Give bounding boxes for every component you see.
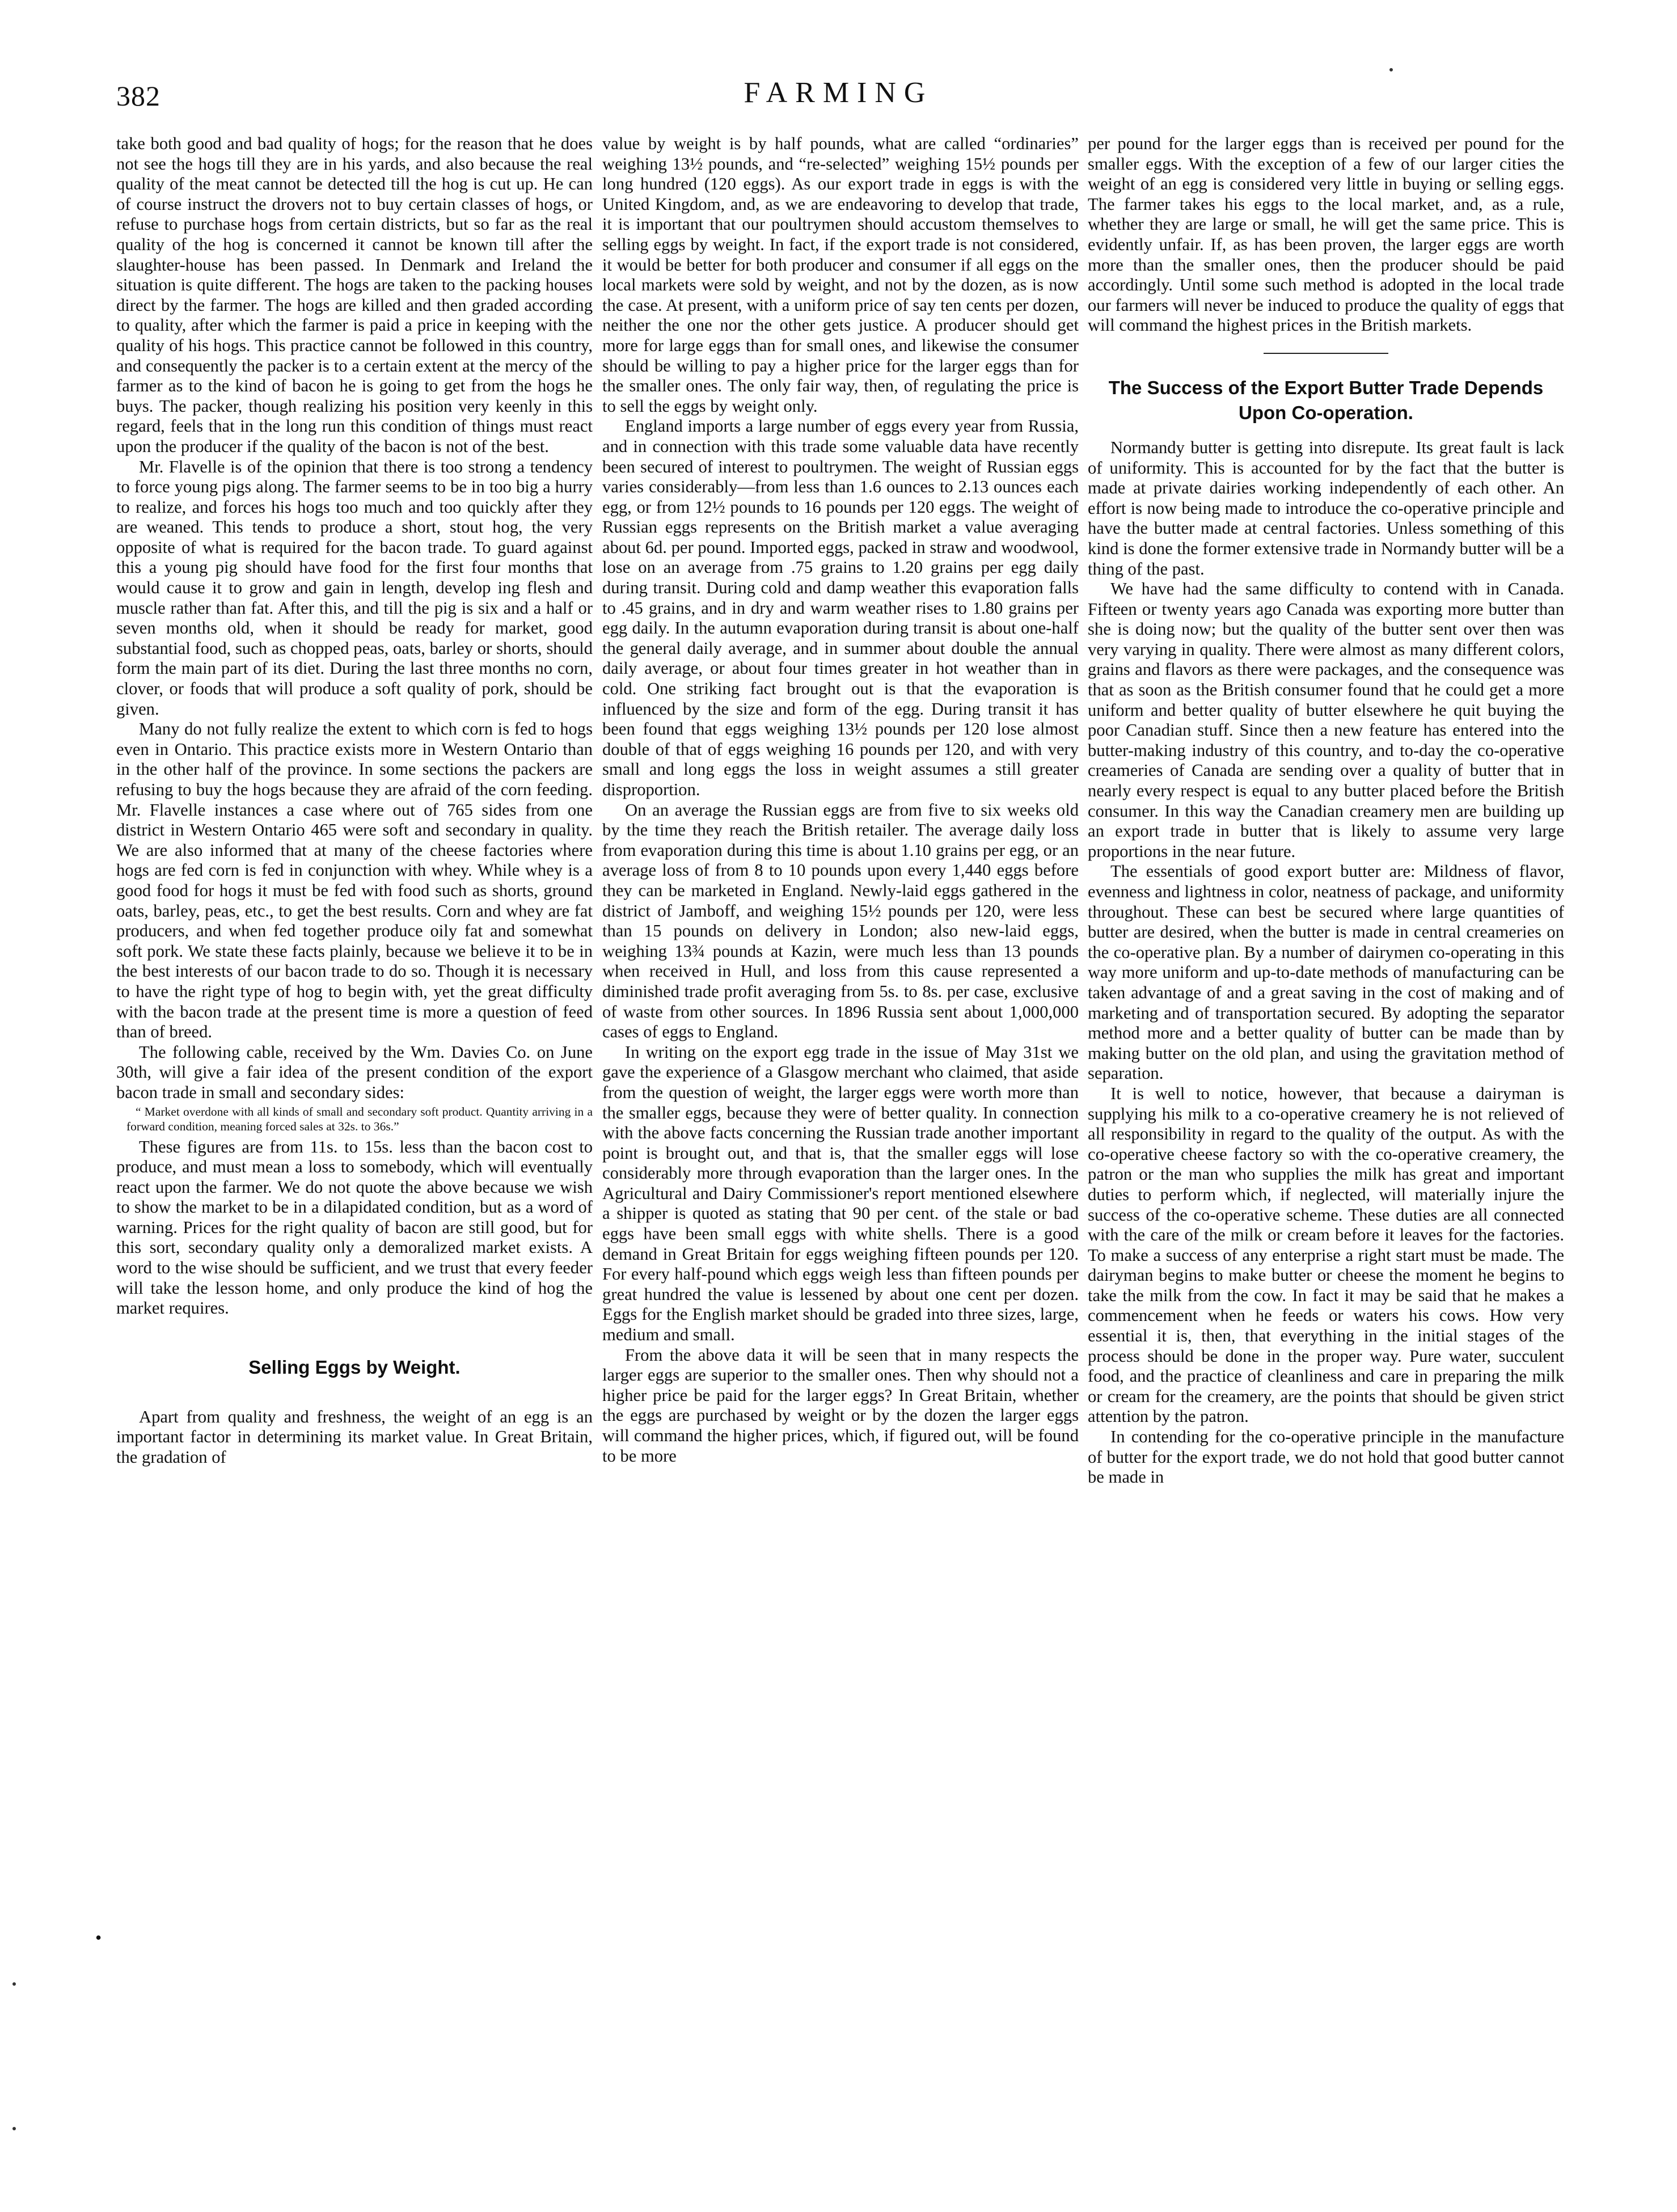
paragraph: In writing on the export egg trade in the issue of May 31st we gave the experience of a Glasgow merchant who claimed, that aside from the question of weight, the larger eggs were worth more than the smaller eggs, because they were of better quality. In connection with the above facts concerning the Russian trade another important point is brought out, and that is, that the smaller eggs will lose considerably more through evaporation than the larger ones. In the Agricultural and Dairy Commissioner's report mentioned elsewhere a shipper is quoted as stating that 90 per cent. of the stale or bad eggs have been small eggs with white shells. There is a good demand in Great Britain for eggs weighing fifteen pounds per 120. For every half-pound which eggs weigh less than fifteen pounds per great hundred the value is lessened by about one cent per dozen. Eggs for the English market should be graded into three sizes, large, medium and small. [602,1042,1079,1345]
paragraph: In contending for the co-operative principle in the manufacture of butter for the export trade, we do not hold that good butter cannot be made in [1088,1427,1564,1487]
column-1 [116,134,593,1468]
section-divider [1264,353,1388,354]
paragraph: We have had the same difficulty to contend with in Canada. Fifteen or twenty years ago Canada was exporting more butter than she is doing now; but the quality of the butter sent over then was very varying in quality. There were almost as many different colors, grains and flavors as there were packages, and the consequence was that as soon as the British consumer found that he could get a more uniform and better quality of butter elsewhere he quit buying the poor Canadian stuff. Since then a new feature has entered into the butter-making industry of this country, and to-day the co-operative creameries of Canada are sending over a quality of butter that in nearly every respect is equal to any butter placed before the British consumer. In this way the Canadian creamery men are building up an export trade in butter that is likely to assume very large proportions in the near future. [1088,579,1564,861]
margin-bullet-mark: • [95,1927,102,1948]
print-speck [1389,68,1393,71]
paragraph: On an average the Russian eggs are from five to six weeks old by the time they reach the British retailer. The average daily loss from evaporation during this time is about 1.10 grains per egg, or an average loss of from 8 to 10 pounds upon every 1,440 eggs before they can be marketed in England. Newly-laid eggs gathered in the district of Jamboff, and weighing 15½ pounds per 120, were less than 15 pounds on delivery in London; also new-laid eggs, weighing 13¾ pounds at Kazin, were much less than 13 pounds when received in Hull, and loss from this cause represented a diminished trade profit averaging from 5s. to 8s. per case, exclusive of waste from other sources. In 1896 Russia sent about 1,000,000 cases of eggs to England. [602,800,1079,1042]
print-speck [12,2127,16,2130]
paragraph: These figures are from 11s. to 15s. less than the bacon cost to produce, and must mean a loss to somebody, which will eventually react upon the farmer. We do not quote the above because we wish to show the market to be in a dilapidated condition, but as a word of warning. Prices for the right quality of bacon are still good, but for this sort, secondary quality only a demoralized market exists. A word to the wise should be sufficient, and we trust that every feeder will take the lesson home, and only produce the kind of hog the market requires. [116,1137,593,1318]
paragraph: take both good and bad quality of hogs; for the reason that he does not see the hogs till they are in his yards, and also because the real quality of the meat cannot be detected till the hog is cut up. He can of course instruct the drovers not to buy certain classes of hogs, or refuse to purchase hogs from certain districts, but so far as the real quality of the hog is concerned it cannot be known till after the slaughter-house has been passed. In Denmark and Ireland the situation is quite different. The hogs are taken to the packing houses direct by the farmer. The hogs are killed and then graded according to quality, after which the farmer is paid a price in keeping with the quality of his hogs. This practice cannot be followed in this country, and consequently the packer is to a certain extent at the mercy of the farmer as to the kind of bacon he is going to get from the hogs he buys. The packer, though realizing his position very keenly in this regard, feels that in the long run this condition of things must react upon the producer if the quality of the bacon is not of the best. [116,134,593,456]
section-heading: Selling Eggs by Weight. [248,1356,461,1378]
paragraph: value by weight is by half pounds, what are called “ordinaries” weighing 13½ pounds, and “re-selected” weighing 15½ pounds per long hundred (120 eggs). As our export trade in eggs is with the United Kingdom, and, as we are endeavoring to develop that trade, it is important that our poultrymen should accustom themselves to selling eggs by weight. In fact, if the export trade is not considered, it would be better for both producer and consumer if all eggs on the local markets were sold by weight, and not by the dozen, as is now the case. At present, with a uniform price of say ten cents per dozen, neither the one nor the other gets justice. A producer should get more for large eggs than for small ones, and likewise the consumer should be willing to pay a higher price for the larger eggs than for the smaller ones. The only fair way, then, of regulating the price is to sell the eggs by weight only. [602,134,1079,416]
paragraph: Mr. Flavelle is of the opinion that there is too strong a tendency to force young pigs along. The farmer seems to be in too big a hurry to realize, and forces his hogs too much and too quickly after they are weaned. This tends to produce a short, stout hog, the very opposite of what is required for the bacon trade. To guard against this a young pig should have food for the first four months that would cause it to grow and gain in length, develop ing flesh and muscle rather than fat. After this, and till the pig is six and a half or seven months old, when it should be ready for market, good substantial food, such as chopped peas, oats, barley or shorts, should form the main part of its diet. During the last three months no corn, clover, or foods that will produce a soft quality of pork, should be given. [116,457,593,719]
paragraph: It is well to notice, however, that because a dairyman is supplying his milk to a co-operative creamery he is not relieved of all responsibility in regard to the quality of the output. As with the co-operative cheese factory so with the co-operative creamery, the patron or the man who supplies the milk has great and important duties to perform which, if neglected, will materially injure the success of the co-operative scheme. These duties are all connected with the care of the milk or cream before it leaves for the factories. To make a success of any enterprise a right start must be made. The dairyman begins to make butter or cheese the moment he begins to take the milk from the cow. In fact it may be said that he makes a commencement when he feeds or waters his cows. How very essential it is, then, that everything in the initial stages of the process should be done in the proper way. Pure water, succulent food, and the practice of cleanliness and care in preparing the milk or cream for the creamery, are the points that should be given strict attention by the patron. [1088,1083,1564,1426]
page-header [0,68,1677,130]
running-title: FARMING [744,77,933,109]
column-2 [602,134,1079,1466]
paragraph: per pound for the larger eggs than is received per pound for the smaller eggs. With the exception of a few of our larger cities the weight of an egg is considered very little in buying or selling eggs. The farmer takes his eggs to the local market, and, as a rule, whether they are large or small, he will get the same price. This is evidently unfair. If, as has been proven, the larger eggs are worth more than the smaller ones, then the producer should be paid accordingly. Until some such method is adopted in the local trade our farmers will never be induced to produce the quality of eggs that will command the highest prices in the British markets. [1088,134,1564,335]
paragraph: Many do not fully realize the extent to which corn is fed to hogs even in Ontario. This practice exists more in Western Ontario than in the other half of the province. In some sections the packers are refusing to buy the hogs because they are afraid of the corn feeding. Mr. Flavelle instances a case where out of 765 sides from one district in Western Ontario 465 were soft and secondary in quality. We are also informed that at many of the cheese factories where hogs are fed corn is fed in conjunction with whey. While whey is a good food for hogs it must be fed with food such as shorts, ground oats, barley, peas, etc., to get the best results. Corn and whey are fat producers, and when fed together produce oily fat and somewhat soft pork. We state these facts plainly, because we believe it to be in the best interests of our bacon trade to do so. Though it is necessary to have the right type of hog to begin with, yet the great difficulty with the bacon trade at the present time is more a question of feed than of breed. [116,719,593,1042]
column-3 [1088,134,1564,1488]
print-speck [12,1982,16,1986]
page-number: 382 [116,80,160,112]
paragraph: The following cable, received by the Wm. Davies Co. on June 30th, will give a fair idea of the present condition of the export bacon trade in small and secondary sides: [116,1042,593,1102]
paragraph: The essentials of good export butter are: Mildness of flavor, evenness and lightness in color, neatness of package, and uniformity throughout. These can best be secured where large quantities of butter are desired, when the butter is made in central creameries on the co-operative plan. By a number of dairymen co-operating in this way more uniform and up-to-date methods of manufacturing can be taken advantage of and a great saving in the cost of making and of marketing and of transportation secured. By adopting the separator method more and a better quality of butter can be made than by making butter on the old plan, and using the gravitation method of separation. [1088,862,1564,1083]
block-quote: “ Market overdone with all kinds of small and secondary soft product. Quantity arriving in a forward condition, meaning forced sales at 32s. to 36s.” [126,1104,593,1133]
paragraph: England imports a large number of eggs every year from Russia, and in connection with this trade some valuable data have recently been secured of interest to poultrymen. The weight of Russian eggs varies considerably—from less than 1.6 ounces to 2.13 ounces each egg, or from 12½ pounds to 16 pounds per 120 eggs. The weight of Russian eggs represents on the British market a value averaging about 6d. per pound. Imported eggs, packed in straw and woodwool, lose on an average from .75 grains to 1.20 grains per egg daily during transit. During cold and damp weather this evaporation falls to .45 grains, and in dry and warm weather rises to 1.80 grains per egg daily. In the autumn evaporation during transit is about one-half the general daily average, and in summer about double the annual daily average, or about four times greater in hot weather than in cold. One striking fact brought out is that the evaporation is influenced by the size and form of the egg. During transit it has been found that eggs weighing 13½ pounds per 120 lose almost double of that of eggs weighing 16 pounds per 120, and with very small and long eggs the loss in weight assumes a still greater disproportion. [602,416,1079,799]
paragraph: From the above data it will be seen that in many respects the larger eggs are superior to the smaller ones. Then why should not a higher price be paid for the larger eggs? In Great Britain, whether the eggs are purchased by weight or by the dozen the larger eggs will command the higher prices, which, if figured out, will be found to be more [602,1345,1079,1466]
paragraph: Normandy butter is getting into disrepute. Its great fault is lack of uniformity. This is accounted for by the fact that the butter is made at private dairies working independently of each other. An effort is now being made to introduce the co-operative principle and have the butter made at central factories. Unless something of this kind is done the former extensive trade in Normandy butter will be a thing of the past. [1088,437,1564,579]
paragraph: Apart from quality and freshness, the weight of an egg is an important factor in determining its market value. In Great Britain, the gradation of [116,1407,593,1467]
section-heading: The Success of the Export Butter Trade Depends Upon Co-operation. [1108,377,1544,423]
